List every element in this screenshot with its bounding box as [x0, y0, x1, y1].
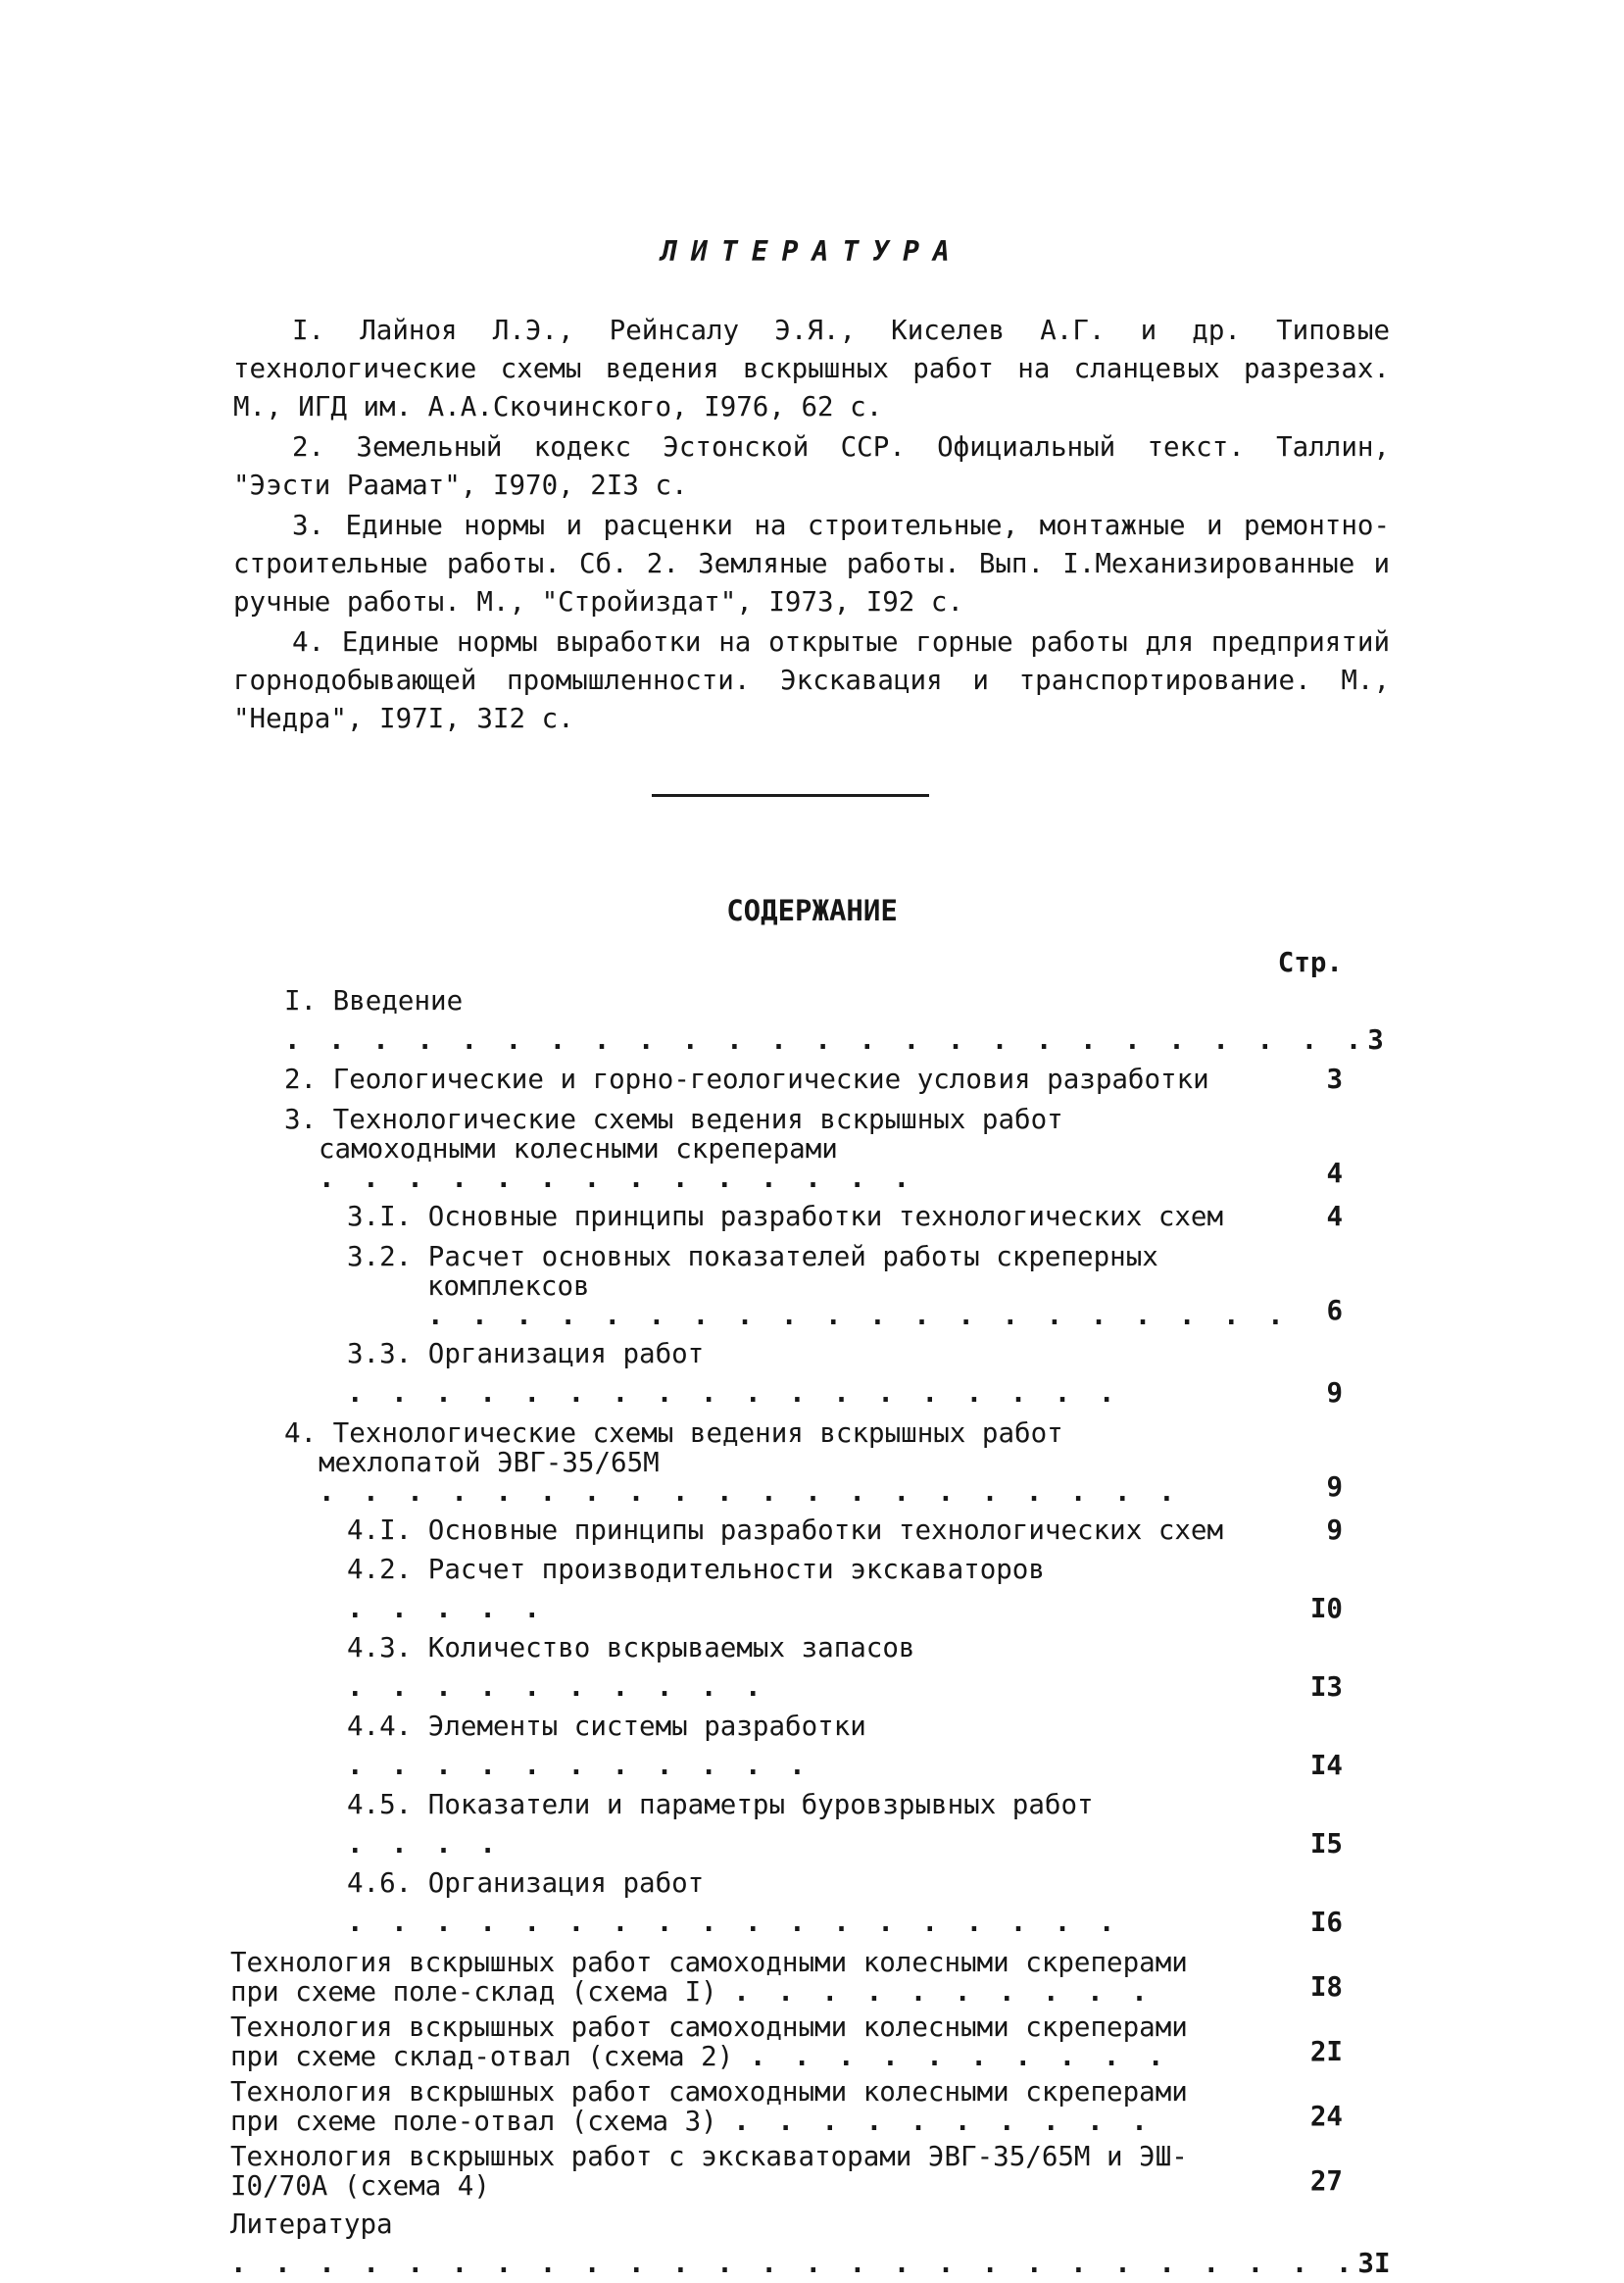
reference-item: 2. Земельный кодекс Эстонской ССР. Официальный текст. Таллин, "Ээсти Раамат", I970, 2I3 с.	[233, 431, 1390, 501]
toc-entry	[230, 1948, 1343, 2007]
contents-title: СОДЕРЖАНИЕ	[726, 894, 898, 927]
toc-entry	[230, 2012, 1343, 2071]
toc-entry-page: 3I	[1357, 2248, 1391, 2279]
table-of-contents	[230, 946, 1391, 2283]
leader-dots: . . . . . . . . . . . . . . . . . . . .	[319, 1476, 1181, 1508]
toc-entry	[284, 1060, 1343, 1099]
toc-entry-label: I. Введение	[284, 985, 464, 1017]
leader-dots: . . . . . . . . . . . . . . . . . . . .	[427, 1300, 1290, 1331]
toc-entry	[284, 1707, 1343, 1785]
toc-entry	[284, 1418, 1343, 1507]
toc-entry-page: 4	[1326, 1201, 1343, 1232]
reference-item: 3. Единые нормы и расценки на строительные, монтажные и ремонтно-строительные работы. Сб. 2. Земляные работы. Вып. I.Механизированные и ручные работы. М., "Стройиздат", I973, I92 с.	[233, 510, 1390, 618]
toc-entry	[284, 1550, 1343, 1628]
leader-dots: . . . . . . . . . .	[733, 2106, 1154, 2137]
toc-entry	[230, 2205, 1391, 2283]
toc-entry-page: I5	[1309, 1828, 1343, 1860]
toc-entry-label: Технология вскрышных работ самоходными колесными скреперами при схеме поле-склад (схема I)	[230, 1947, 1188, 2008]
reference-list	[233, 312, 1390, 740]
literature-title: ЛИТЕРАТУРА	[661, 235, 963, 268]
toc-entry-label: 4. Технологические схемы ведения вскрышных работ мехлопатой ЭВГ-35/65М	[284, 1417, 1063, 1478]
toc-entry-label: 4.I. Основные принципы разработки технологических схем	[347, 1514, 1224, 1546]
toc-entry	[284, 1105, 1343, 1193]
toc-entry-label: 3.2. Расчет основных показателей работы скреперных комплексов	[347, 1241, 1158, 1302]
toc-entry-page: 2I	[1309, 2036, 1343, 2067]
leader-dots: . . . . . . . . . . . . . . . . . .	[347, 1377, 1121, 1409]
toc-entry-label: Технология вскрышных работ самоходными колесными скреперами при схеме поле-отвал (схема 3)	[230, 2076, 1188, 2137]
toc-entry-page: 6	[1326, 1295, 1343, 1326]
toc-entry-label: 4.5. Показатели и параметры буровзрывных работ	[347, 1789, 1094, 1820]
toc-entry-page: 27	[1309, 2165, 1343, 2197]
toc-entry-page: 3	[1367, 1024, 1384, 1056]
toc-entry-page: I8	[1309, 1971, 1343, 2003]
page-column-header: Стр.	[1277, 947, 1343, 978]
toc-entry-page: 3	[1326, 1064, 1343, 1095]
toc-entry-page: I4	[1309, 1750, 1343, 1781]
toc-entry-label: 4.4. Элементы системы разработки	[347, 1711, 866, 1742]
toc-entry	[284, 1628, 1343, 1707]
toc-entry-page: I3	[1309, 1671, 1343, 1703]
leader-dots: . . . . . . . . . . . . . . . . . .	[347, 1907, 1121, 1938]
toc-entry	[284, 1242, 1343, 1330]
leader-dots: . . . . .	[347, 1593, 547, 1624]
toc-entry-page: 9	[1326, 1471, 1343, 1503]
toc-entry-label: 4.3. Количество вскрываемых запасов	[347, 1632, 915, 1663]
toc-entry	[284, 1334, 1343, 1413]
toc-entry-label: Литература	[230, 2209, 393, 2240]
reference-item: I. Лайноя Л.Э., Рейнсалу Э.Я., Киселев А.Г. и др. Типовые технологические схемы ведения вскрышных работ на сланцевых разрезах. М., ИГД им. А.А.Скочинского, I976, 62 с.	[233, 315, 1390, 422]
toc-entry-page: I0	[1309, 1593, 1343, 1624]
section-divider	[652, 794, 929, 797]
toc-entry	[284, 981, 1384, 1060]
leader-dots: . . . . . . . . . . .	[347, 1750, 812, 1781]
toc-entry-page: 24	[1309, 2101, 1343, 2132]
toc-entry-label: 2. Геологические и горно-геологические условия разработки	[284, 1064, 1209, 1095]
leader-dots: . . . .	[347, 1828, 502, 1860]
toc-entry-label: 3.I. Основные принципы разработки технологических схем	[347, 1201, 1224, 1232]
leader-dots: . . . . . . . . . .	[347, 1671, 767, 1703]
toc-entry-label: 4.6. Организация работ	[347, 1867, 705, 1899]
leader-dots: . . . . . . . . . .	[733, 1976, 1154, 2008]
leader-dots: . . . . . . . . . . . . . .	[319, 1163, 916, 1194]
reference-item: 4. Единые нормы выработки на открытые горные работы для предприятий горнодобывающей промышленности. Экскавация и транспортирование. М., "Недра", I97I, 3I2 с.	[233, 626, 1390, 734]
leader-dots: . . . . . . . . . . . . . . . . . . . . . . . . . .	[230, 2248, 1358, 2279]
toc-entry	[284, 1511, 1343, 1550]
toc-entry-page: 4	[1326, 1158, 1343, 1189]
toc-entry-label: Технология вскрышных работ самоходными колесными скреперами при схеме склад-отвал (схема 2)	[230, 2011, 1188, 2072]
toc-entry	[230, 2142, 1343, 2201]
toc-entry	[284, 1785, 1343, 1863]
toc-entry-page: I6	[1309, 1907, 1343, 1938]
leader-dots: . . . . . . . . . . . . . . . . . . . . . . . . .	[284, 1024, 1368, 1056]
toc-entry-label: 4.2. Расчет производительности экскаваторов	[347, 1554, 1045, 1585]
toc-entry-label: 3.3. Организация работ	[347, 1338, 705, 1369]
toc-entry	[284, 1863, 1343, 1942]
toc-entry	[230, 2077, 1343, 2136]
toc-entry-page: 9	[1326, 1377, 1343, 1409]
toc-entry-label: 3. Технологические схемы ведения вскрышных работ самоходными колесными скреперами	[284, 1104, 1063, 1165]
leader-dots: . . . . . . . . . .	[749, 2041, 1170, 2072]
toc-entry-label: Технология вскрышных работ с экскаваторами ЭВГ-35/65М и ЭШ-I0/70А (схема 4)	[230, 2141, 1188, 2202]
toc-entry-page: 9	[1326, 1514, 1343, 1546]
toc-entry	[284, 1197, 1343, 1236]
